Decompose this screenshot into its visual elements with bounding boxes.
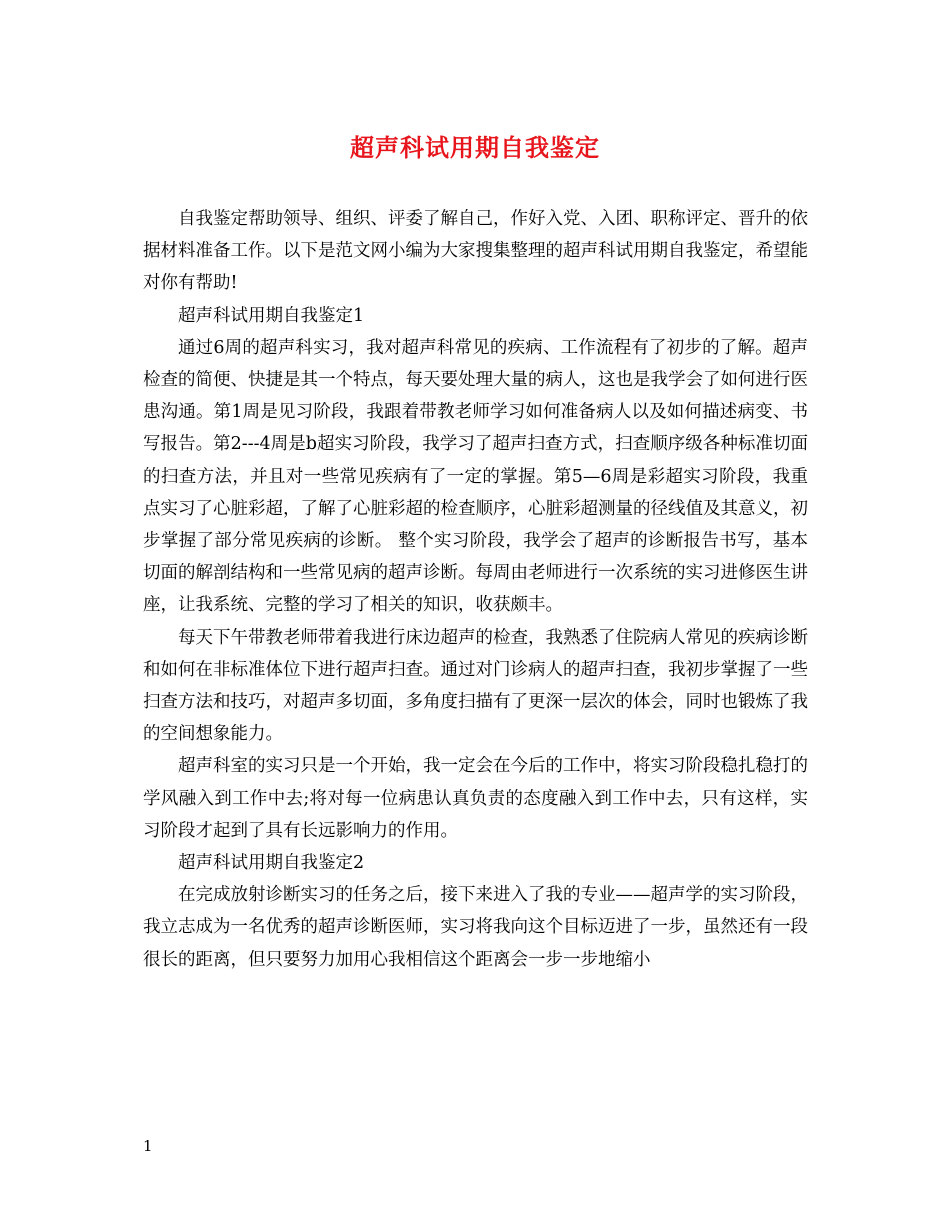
page-number: 1 [143,1137,153,1155]
document-body [143,203,808,976]
section-heading-2: 超声科试用期自我鉴定2 [178,853,365,874]
section1-paragraph: 通过6周的超声科实习，我对超声科常见的疾病、工作流程有了初步的了解。超声检查的简便、快捷是其一个特点，每天要处理大量的病人，这也是我学会了如何进行医患沟通。第1周是见习阶段，我跟着带教老师学习如何准备病人以及如何描述病变、书写报告。第2---4周是b超实习阶段，我学习了超声扫查方式，扫查顺序级各种标准切面的扫查方法，并且对一些常见疾病有了一定的掌握。第5—6周是彩超实习阶段，我重点实习了心脏彩超，了解了心脏彩超的检查顺序，心脏彩超测量的径线值及其意义，初步掌握了部分常见疾病的诊断。 整个实习阶段，我学会了超声的诊断报告书写，基本切面的解剖结构和一些常见病的超声诊断。每周由老师进行一次系统的实习进修医生讲座，让我系统、完整的学习了相关的知识，收获颇丰。 [143,337,808,616]
section1-paragraph: 超声科室的实习只是一个开始，我一定会在今后的工作中，将实习阶段稳扎稳打的学风融入到工作中去;将对每一位病患认真负责的态度融入到工作中去，只有这样，实习阶段才起到了具有长远影响力的作用。 [143,756,808,841]
section2-paragraph: 在完成放射诊断实习的任务之后，接下来进入了我的专业——超声学的实习阶段， 我立志成为一名优秀的超声诊断医师，实习将我向这个目标迈进了一步，虽然还有一段很长的距离，但只要努力加用心我相信这个距离会一步一步地缩小 [143,885,808,970]
section1-paragraph: 每天下午带教老师带着我进行床边超声的检查，我熟悉了住院病人常见的疾病诊断和如何在非标准体位下进行超声扫查。通过对门诊病人的超声扫查，我初步掌握了一些扫查方法和技巧，对超声多切面，多角度扫描有了更深一层次的体会，同时也锻炼了我的空间想象能力。 [143,627,808,745]
intro-paragraph: 自我鉴定帮助领导、组织、评委了解自己，作好入党、入团、职称评定、晋升的依据材料准备工作。以下是范文网小编为大家搜集整理的超声科试用期自我鉴定，希望能对你有帮助! [143,209,808,294]
section-heading-1: 超声科试用期自我鉴定1 [178,305,365,326]
document-title: 超声科试用期自我鉴定 [350,133,600,162]
